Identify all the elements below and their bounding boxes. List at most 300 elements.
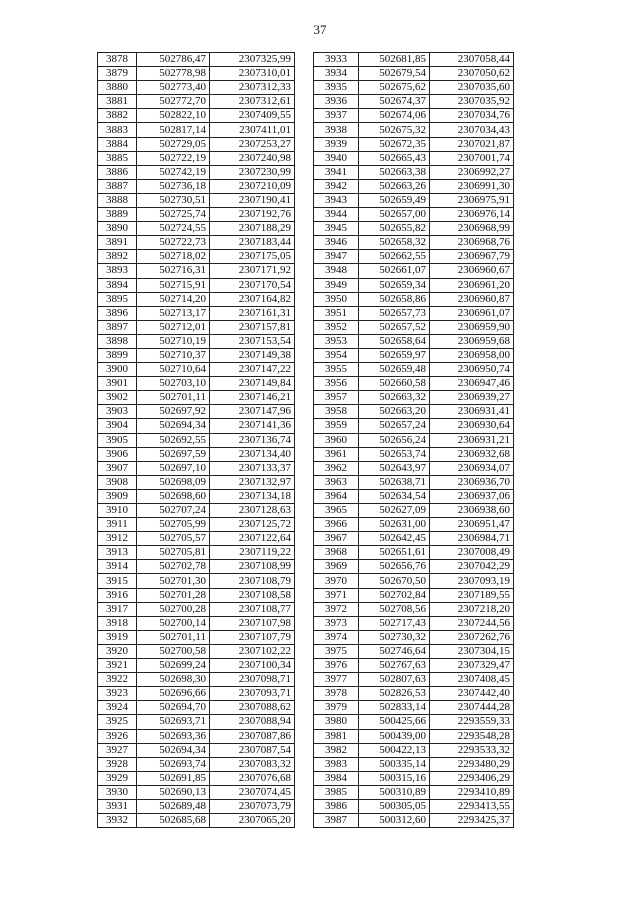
y-coordinate-cell: 2293406,29 — [430, 771, 514, 785]
y-coordinate-cell: 2293410,89 — [430, 785, 514, 799]
point-number-cell: 3963 — [314, 475, 359, 489]
x-coordinate-cell: 500439,00 — [359, 729, 430, 743]
x-coordinate-cell: 502718,02 — [137, 250, 210, 264]
x-coordinate-cell: 502658,86 — [359, 292, 430, 306]
table-row — [98, 179, 295, 193]
point-number-cell: 3879 — [98, 67, 137, 81]
table-row — [98, 644, 295, 658]
x-coordinate-cell: 502691,85 — [137, 771, 210, 785]
x-coordinate-cell: 502658,32 — [359, 236, 430, 250]
point-number-cell: 3929 — [98, 771, 137, 785]
x-coordinate-cell: 502716,31 — [137, 264, 210, 278]
y-coordinate-cell: 2307093,71 — [210, 687, 295, 701]
table-row — [98, 602, 295, 616]
table-row — [314, 264, 514, 278]
table-row — [98, 673, 295, 687]
point-number-cell: 3933 — [314, 53, 359, 67]
table-row — [98, 137, 295, 151]
point-number-cell: 3977 — [314, 673, 359, 687]
table-row — [314, 546, 514, 560]
x-coordinate-cell: 502702,78 — [137, 560, 210, 574]
y-coordinate-cell: 2307136,74 — [210, 433, 295, 447]
point-number-cell: 3907 — [98, 461, 137, 475]
point-number-cell: 3917 — [98, 602, 137, 616]
y-coordinate-cell: 2306938,60 — [430, 504, 514, 518]
table-row — [98, 546, 295, 560]
point-number-cell: 3931 — [98, 799, 137, 813]
point-number-cell: 3894 — [98, 278, 137, 292]
table-row — [314, 475, 514, 489]
x-coordinate-cell: 502703,10 — [137, 377, 210, 391]
y-coordinate-cell: 2307146,21 — [210, 391, 295, 405]
y-coordinate-cell: 2307253,27 — [210, 137, 295, 151]
point-number-cell: 3905 — [98, 433, 137, 447]
x-coordinate-cell: 502729,05 — [137, 137, 210, 151]
point-number-cell: 3913 — [98, 546, 137, 560]
table-row — [314, 208, 514, 222]
x-coordinate-cell: 502675,32 — [359, 123, 430, 137]
table-row — [98, 475, 295, 489]
table-row — [314, 771, 514, 785]
x-coordinate-cell: 502694,34 — [137, 743, 210, 757]
point-number-cell: 3968 — [314, 546, 359, 560]
y-coordinate-cell: 2307088,94 — [210, 715, 295, 729]
y-coordinate-cell: 2307074,45 — [210, 785, 295, 799]
table-row — [98, 81, 295, 95]
x-coordinate-cell: 502656,24 — [359, 433, 430, 447]
point-number-cell: 3945 — [314, 222, 359, 236]
table-row — [98, 757, 295, 771]
y-coordinate-cell: 2307122,64 — [210, 532, 295, 546]
table-row — [314, 391, 514, 405]
y-coordinate-cell: 2306960,87 — [430, 292, 514, 306]
y-coordinate-cell: 2307093,19 — [430, 574, 514, 588]
table-row — [314, 292, 514, 306]
table-row — [314, 560, 514, 574]
table-row — [98, 306, 295, 320]
y-coordinate-cell: 2307073,79 — [210, 799, 295, 813]
x-coordinate-cell: 502699,24 — [137, 659, 210, 673]
table-row — [314, 630, 514, 644]
table-row — [98, 67, 295, 81]
point-number-cell: 3951 — [314, 306, 359, 320]
x-coordinate-cell: 502700,28 — [137, 602, 210, 616]
table-row — [314, 67, 514, 81]
table-row — [98, 193, 295, 207]
point-number-cell: 3946 — [314, 236, 359, 250]
y-coordinate-cell: 2307008,49 — [430, 546, 514, 560]
table-row — [98, 123, 295, 137]
table-row — [314, 53, 514, 67]
x-coordinate-cell: 500315,16 — [359, 771, 430, 785]
y-coordinate-cell: 2307034,43 — [430, 123, 514, 137]
x-coordinate-cell: 502705,57 — [137, 532, 210, 546]
table-row — [314, 165, 514, 179]
table-row — [314, 348, 514, 362]
point-number-cell: 3965 — [314, 504, 359, 518]
table-row — [98, 53, 295, 67]
x-coordinate-cell: 502660,58 — [359, 377, 430, 391]
y-coordinate-cell: 2306939,27 — [430, 391, 514, 405]
point-number-cell: 3881 — [98, 95, 137, 109]
y-coordinate-cell: 2307087,86 — [210, 729, 295, 743]
x-coordinate-cell: 502833,14 — [359, 701, 430, 715]
table-row — [314, 222, 514, 236]
x-coordinate-cell: 502807,63 — [359, 673, 430, 687]
y-coordinate-cell: 2307108,77 — [210, 602, 295, 616]
table-row — [314, 377, 514, 391]
y-coordinate-cell: 2306958,00 — [430, 348, 514, 362]
y-coordinate-cell: 2306932,68 — [430, 447, 514, 461]
point-number-cell: 3918 — [98, 616, 137, 630]
x-coordinate-cell: 502657,52 — [359, 320, 430, 334]
y-coordinate-cell: 2307134,18 — [210, 489, 295, 503]
point-number-cell: 3969 — [314, 560, 359, 574]
y-coordinate-cell: 2306931,21 — [430, 433, 514, 447]
point-number-cell: 3974 — [314, 630, 359, 644]
table-row — [314, 574, 514, 588]
table-row — [314, 687, 514, 701]
y-coordinate-cell: 2306961,20 — [430, 278, 514, 292]
table-row — [98, 236, 295, 250]
point-number-cell: 3906 — [98, 447, 137, 461]
x-coordinate-cell: 500422,13 — [359, 743, 430, 757]
y-coordinate-cell: 2307042,29 — [430, 560, 514, 574]
table-row — [314, 405, 514, 419]
x-coordinate-cell: 502697,59 — [137, 447, 210, 461]
y-coordinate-cell: 2307001,74 — [430, 151, 514, 165]
table-row — [98, 363, 295, 377]
y-coordinate-cell: 2307076,68 — [210, 771, 295, 785]
point-number-cell: 3971 — [314, 588, 359, 602]
y-coordinate-cell: 2307325,99 — [210, 53, 295, 67]
y-coordinate-cell: 2307141,36 — [210, 419, 295, 433]
y-coordinate-cell: 2293480,29 — [430, 757, 514, 771]
y-coordinate-cell: 2306936,70 — [430, 475, 514, 489]
point-number-cell: 3900 — [98, 363, 137, 377]
point-number-cell: 3966 — [314, 518, 359, 532]
x-coordinate-cell: 502710,64 — [137, 363, 210, 377]
page-number: 37 — [313, 22, 327, 37]
table-row — [98, 447, 295, 461]
table-row — [314, 602, 514, 616]
table-row — [314, 278, 514, 292]
x-coordinate-cell: 502817,14 — [137, 123, 210, 137]
x-coordinate-cell: 502675,62 — [359, 81, 430, 95]
y-coordinate-cell: 2307188,29 — [210, 222, 295, 236]
point-number-cell: 3884 — [98, 137, 137, 151]
table-row — [314, 95, 514, 109]
x-coordinate-cell: 502657,73 — [359, 306, 430, 320]
y-coordinate-cell: 2307098,71 — [210, 673, 295, 687]
y-coordinate-cell: 2307409,55 — [210, 109, 295, 123]
table-row — [314, 799, 514, 813]
y-coordinate-cell: 2307218,20 — [430, 602, 514, 616]
x-coordinate-cell: 502661,07 — [359, 264, 430, 278]
x-coordinate-cell: 502689,48 — [137, 799, 210, 813]
point-number-cell: 3948 — [314, 264, 359, 278]
point-number-cell: 3903 — [98, 405, 137, 419]
table-row — [98, 729, 295, 743]
point-number-cell: 3925 — [98, 715, 137, 729]
table-row — [98, 687, 295, 701]
x-coordinate-cell: 500425,66 — [359, 715, 430, 729]
x-coordinate-cell: 502662,55 — [359, 250, 430, 264]
y-coordinate-cell: 2307035,92 — [430, 95, 514, 109]
point-number-cell: 3934 — [314, 67, 359, 81]
y-coordinate-cell: 2306984,71 — [430, 532, 514, 546]
table-row — [98, 771, 295, 785]
table-row — [314, 179, 514, 193]
y-coordinate-cell: 2306947,46 — [430, 377, 514, 391]
x-coordinate-cell: 502694,70 — [137, 701, 210, 715]
table-row — [98, 799, 295, 813]
point-number-cell: 3910 — [98, 504, 137, 518]
y-coordinate-cell: 2306937,06 — [430, 489, 514, 503]
point-number-cell: 3922 — [98, 673, 137, 687]
point-number-cell: 3949 — [314, 278, 359, 292]
y-coordinate-cell: 2307058,44 — [430, 53, 514, 67]
x-coordinate-cell: 502701,30 — [137, 574, 210, 588]
x-coordinate-cell: 502674,06 — [359, 109, 430, 123]
point-number-cell: 3886 — [98, 165, 137, 179]
point-number-cell: 3961 — [314, 447, 359, 461]
y-coordinate-cell: 2306950,74 — [430, 363, 514, 377]
table-row — [98, 391, 295, 405]
table-row — [98, 461, 295, 475]
point-number-cell: 3912 — [98, 532, 137, 546]
x-coordinate-cell: 502701,28 — [137, 588, 210, 602]
x-coordinate-cell: 502710,37 — [137, 348, 210, 362]
x-coordinate-cell: 502657,24 — [359, 419, 430, 433]
table-row — [98, 151, 295, 165]
point-number-cell: 3924 — [98, 701, 137, 715]
y-coordinate-cell: 2307444,28 — [430, 701, 514, 715]
table-row — [98, 433, 295, 447]
y-coordinate-cell: 2306959,68 — [430, 334, 514, 348]
x-coordinate-cell: 502715,91 — [137, 278, 210, 292]
y-coordinate-cell: 2307108,79 — [210, 574, 295, 588]
table-row — [98, 334, 295, 348]
point-number-cell: 3901 — [98, 377, 137, 391]
table-row — [98, 560, 295, 574]
x-coordinate-cell: 502638,71 — [359, 475, 430, 489]
x-coordinate-cell: 502663,26 — [359, 179, 430, 193]
point-number-cell: 3947 — [314, 250, 359, 264]
point-number-cell: 3985 — [314, 785, 359, 799]
table-row — [314, 814, 514, 828]
y-coordinate-cell: 2307164,82 — [210, 292, 295, 306]
x-coordinate-cell: 502698,60 — [137, 489, 210, 503]
point-number-cell: 3979 — [314, 701, 359, 715]
y-coordinate-cell: 2307157,81 — [210, 320, 295, 334]
point-number-cell: 3982 — [314, 743, 359, 757]
y-coordinate-cell: 2307183,44 — [210, 236, 295, 250]
point-number-cell: 3902 — [98, 391, 137, 405]
x-coordinate-cell: 502705,81 — [137, 546, 210, 560]
x-coordinate-cell: 502655,82 — [359, 222, 430, 236]
x-coordinate-cell: 502742,19 — [137, 165, 210, 179]
point-number-cell: 3953 — [314, 334, 359, 348]
x-coordinate-cell: 502826,53 — [359, 687, 430, 701]
x-coordinate-cell: 502663,32 — [359, 391, 430, 405]
point-number-cell: 3984 — [314, 771, 359, 785]
y-coordinate-cell: 2307189,55 — [430, 588, 514, 602]
y-coordinate-cell: 2306968,76 — [430, 236, 514, 250]
table-row — [98, 630, 295, 644]
x-coordinate-cell: 502663,38 — [359, 165, 430, 179]
table-row — [98, 208, 295, 222]
y-coordinate-cell: 2293533,32 — [430, 743, 514, 757]
point-number-cell: 3942 — [314, 179, 359, 193]
y-coordinate-cell: 2306959,90 — [430, 320, 514, 334]
y-coordinate-cell: 2307035,60 — [430, 81, 514, 95]
table-row — [314, 363, 514, 377]
point-number-cell: 3891 — [98, 236, 137, 250]
x-coordinate-cell: 502730,51 — [137, 193, 210, 207]
y-coordinate-cell: 2307108,58 — [210, 588, 295, 602]
table-row — [314, 715, 514, 729]
point-number-cell: 3932 — [98, 814, 137, 828]
table-row — [98, 109, 295, 123]
table-row — [98, 489, 295, 503]
point-number-cell: 3897 — [98, 320, 137, 334]
y-coordinate-cell: 2307310,01 — [210, 67, 295, 81]
x-coordinate-cell: 502767,63 — [359, 659, 430, 673]
y-coordinate-cell: 2306968,99 — [430, 222, 514, 236]
y-coordinate-cell: 2306951,47 — [430, 518, 514, 532]
table-row — [314, 532, 514, 546]
y-coordinate-cell: 2293425,37 — [430, 814, 514, 828]
y-coordinate-cell: 2307021,87 — [430, 137, 514, 151]
y-coordinate-cell: 2307050,62 — [430, 67, 514, 81]
table-row — [314, 659, 514, 673]
table-row — [314, 250, 514, 264]
point-number-cell: 3970 — [314, 574, 359, 588]
y-coordinate-cell: 2307408,45 — [430, 673, 514, 687]
x-coordinate-cell: 502698,30 — [137, 673, 210, 687]
x-coordinate-cell: 502651,61 — [359, 546, 430, 560]
point-number-cell: 3920 — [98, 644, 137, 658]
table-row — [98, 419, 295, 433]
table-row — [314, 616, 514, 630]
point-number-cell: 3919 — [98, 630, 137, 644]
y-coordinate-cell: 2293559,33 — [430, 715, 514, 729]
point-number-cell: 3899 — [98, 348, 137, 362]
table-row — [98, 264, 295, 278]
y-coordinate-cell: 2306967,79 — [430, 250, 514, 264]
point-number-cell: 3928 — [98, 757, 137, 771]
y-coordinate-cell: 2306960,67 — [430, 264, 514, 278]
point-number-cell: 3938 — [314, 123, 359, 137]
x-coordinate-cell: 502681,85 — [359, 53, 430, 67]
table-row — [98, 222, 295, 236]
x-coordinate-cell: 502700,14 — [137, 616, 210, 630]
table-row — [314, 757, 514, 771]
point-number-cell: 3986 — [314, 799, 359, 813]
x-coordinate-cell: 502665,43 — [359, 151, 430, 165]
x-coordinate-cell: 500305,05 — [359, 799, 430, 813]
x-coordinate-cell: 502697,92 — [137, 405, 210, 419]
x-coordinate-cell: 502659,49 — [359, 193, 430, 207]
coordinates-table-right — [313, 52, 514, 828]
y-coordinate-cell: 2307240,98 — [210, 151, 295, 165]
table-row — [314, 489, 514, 503]
x-coordinate-cell: 502685,68 — [137, 814, 210, 828]
x-coordinate-cell: 502694,34 — [137, 419, 210, 433]
point-number-cell: 3911 — [98, 518, 137, 532]
point-number-cell: 3893 — [98, 264, 137, 278]
y-coordinate-cell: 2307133,37 — [210, 461, 295, 475]
x-coordinate-cell: 502778,98 — [137, 67, 210, 81]
table-row — [98, 292, 295, 306]
point-number-cell: 3904 — [98, 419, 137, 433]
point-number-cell: 3923 — [98, 687, 137, 701]
y-coordinate-cell: 2307125,72 — [210, 518, 295, 532]
point-number-cell: 3937 — [314, 109, 359, 123]
x-coordinate-cell: 502746,64 — [359, 644, 430, 658]
point-number-cell: 3921 — [98, 659, 137, 673]
point-number-cell: 3972 — [314, 602, 359, 616]
y-coordinate-cell: 2307149,38 — [210, 348, 295, 362]
y-coordinate-cell: 2293548,28 — [430, 729, 514, 743]
table-row — [98, 165, 295, 179]
point-number-cell: 3952 — [314, 320, 359, 334]
point-number-cell: 3983 — [314, 757, 359, 771]
x-coordinate-cell: 502690,13 — [137, 785, 210, 799]
point-number-cell: 3973 — [314, 616, 359, 630]
y-coordinate-cell: 2307329,47 — [430, 659, 514, 673]
point-number-cell: 3936 — [314, 95, 359, 109]
x-coordinate-cell: 502717,43 — [359, 616, 430, 630]
x-coordinate-cell: 502657,00 — [359, 208, 430, 222]
point-number-cell: 3916 — [98, 588, 137, 602]
x-coordinate-cell: 502672,35 — [359, 137, 430, 151]
table-row — [314, 419, 514, 433]
point-number-cell: 3930 — [98, 785, 137, 799]
table-row — [98, 504, 295, 518]
y-coordinate-cell: 2307411,01 — [210, 123, 295, 137]
y-coordinate-cell: 2307312,61 — [210, 95, 295, 109]
table-row — [98, 405, 295, 419]
x-coordinate-cell: 502822,10 — [137, 109, 210, 123]
x-coordinate-cell: 500310,89 — [359, 785, 430, 799]
y-coordinate-cell: 2306991,30 — [430, 179, 514, 193]
y-coordinate-cell: 2307147,96 — [210, 405, 295, 419]
table-row — [314, 306, 514, 320]
y-coordinate-cell: 2306930,64 — [430, 419, 514, 433]
x-coordinate-cell: 502786,47 — [137, 53, 210, 67]
table-row — [98, 814, 295, 828]
y-coordinate-cell: 2307210,09 — [210, 179, 295, 193]
x-coordinate-cell: 502696,66 — [137, 687, 210, 701]
y-coordinate-cell: 2307128,63 — [210, 504, 295, 518]
table-row — [98, 532, 295, 546]
y-coordinate-cell: 2306931,41 — [430, 405, 514, 419]
y-coordinate-cell: 2307119,22 — [210, 546, 295, 560]
y-coordinate-cell: 2307161,31 — [210, 306, 295, 320]
point-number-cell: 3981 — [314, 729, 359, 743]
y-coordinate-cell: 2307088,62 — [210, 701, 295, 715]
table-row — [98, 616, 295, 630]
point-number-cell: 3939 — [314, 137, 359, 151]
x-coordinate-cell: 502679,54 — [359, 67, 430, 81]
table-row — [98, 95, 295, 109]
table-row — [314, 433, 514, 447]
point-number-cell: 3889 — [98, 208, 137, 222]
y-coordinate-cell: 2307262,76 — [430, 630, 514, 644]
point-number-cell: 3883 — [98, 123, 137, 137]
